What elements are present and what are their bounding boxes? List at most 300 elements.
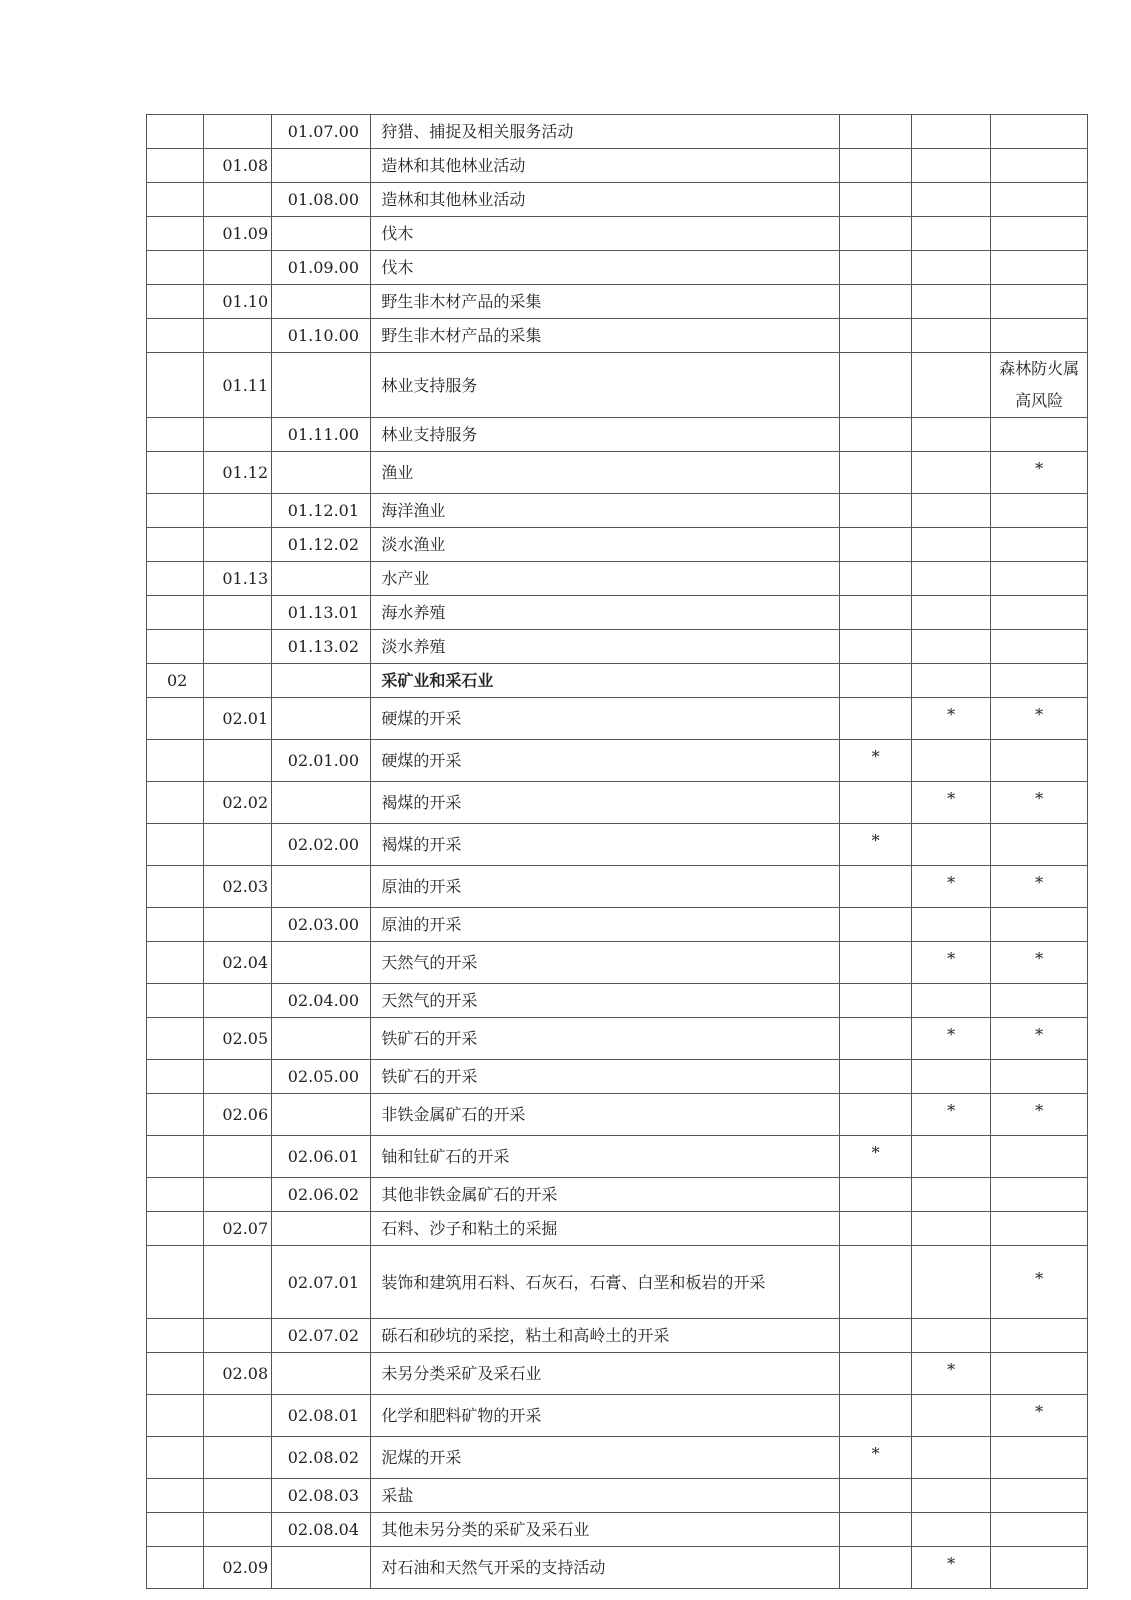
class-code-cell: 01.09.00 bbox=[271, 251, 371, 285]
mark-col-1-cell bbox=[840, 251, 911, 285]
description-cell: 海洋渔业 bbox=[371, 494, 840, 528]
description-cell: 石料、沙子和粘土的采掘 bbox=[371, 1212, 840, 1246]
section-code-cell bbox=[147, 1319, 204, 1353]
mark-col-1-cell bbox=[840, 528, 911, 562]
class-code-cell: 01.08.00 bbox=[271, 183, 371, 217]
mark-col-3-cell bbox=[991, 664, 1088, 698]
mark-col-2-cell: * bbox=[911, 782, 991, 824]
section-code-cell bbox=[147, 183, 204, 217]
section-code-cell bbox=[147, 1395, 204, 1437]
mark-col-1-cell bbox=[840, 1246, 911, 1319]
description-cell: 化学和肥料矿物的开采 bbox=[371, 1395, 840, 1437]
mark-col-3-cell bbox=[991, 528, 1088, 562]
class-code-cell: 02.01.00 bbox=[271, 740, 371, 782]
mark-col-1-cell bbox=[840, 908, 911, 942]
mark-col-2-cell: * bbox=[911, 1353, 991, 1395]
description-cell: 原油的开采 bbox=[371, 908, 840, 942]
class-code-cell: 01.13.02 bbox=[271, 630, 371, 664]
section-code-cell bbox=[147, 115, 204, 149]
class-code-cell bbox=[271, 1547, 371, 1589]
description-cell: 水产业 bbox=[371, 562, 840, 596]
table-row bbox=[147, 149, 1088, 183]
mark-col-3-cell bbox=[991, 418, 1088, 452]
mark-col-2-cell bbox=[911, 596, 991, 630]
division-code-cell bbox=[204, 1246, 271, 1319]
table-row bbox=[147, 596, 1088, 630]
section-code-cell bbox=[147, 494, 204, 528]
section-code-cell bbox=[147, 908, 204, 942]
description-cell: 硬煤的开采 bbox=[371, 698, 840, 740]
class-code-cell bbox=[271, 782, 371, 824]
table-row bbox=[147, 908, 1088, 942]
table-row bbox=[147, 1060, 1088, 1094]
section-code-cell: 02 bbox=[147, 664, 204, 698]
division-code-cell bbox=[204, 418, 271, 452]
description-cell: 褐煤的开采 bbox=[371, 782, 840, 824]
class-code-cell bbox=[271, 217, 371, 251]
description-cell: 铁矿石的开采 bbox=[371, 1060, 840, 1094]
section-code-cell bbox=[147, 596, 204, 630]
table-row bbox=[147, 1136, 1088, 1178]
section-code-cell bbox=[147, 528, 204, 562]
mark-col-1-cell bbox=[840, 1353, 911, 1395]
mark-col-1-cell bbox=[840, 866, 911, 908]
class-code-cell bbox=[271, 698, 371, 740]
table-row bbox=[147, 1246, 1088, 1319]
mark-col-1-cell bbox=[840, 782, 911, 824]
mark-col-3-cell bbox=[991, 285, 1088, 319]
table-row bbox=[147, 984, 1088, 1018]
class-code-cell: 02.07.02 bbox=[271, 1319, 371, 1353]
mark-col-3-cell: * bbox=[991, 1018, 1088, 1060]
mark-col-1-cell bbox=[840, 1479, 911, 1513]
mark-col-2-cell bbox=[911, 1060, 991, 1094]
description-cell: 天然气的开采 bbox=[371, 942, 840, 984]
mark-col-2-cell bbox=[911, 353, 991, 418]
description-cell: 非铁金属矿石的开采 bbox=[371, 1094, 840, 1136]
mark-col-1-cell: * bbox=[840, 1136, 911, 1178]
table-row bbox=[147, 740, 1088, 782]
description-cell: 对石油和天然气开采的支持活动 bbox=[371, 1547, 840, 1589]
mark-col-3-cell bbox=[991, 1060, 1088, 1094]
mark-col-1-cell bbox=[840, 664, 911, 698]
section-code-cell bbox=[147, 984, 204, 1018]
mark-col-2-cell bbox=[911, 630, 991, 664]
table-row bbox=[147, 1178, 1088, 1212]
description-cell: 其他未另分类的采矿及采石业 bbox=[371, 1513, 840, 1547]
division-code-cell bbox=[204, 1513, 271, 1547]
section-code-cell bbox=[147, 1060, 204, 1094]
class-code-cell: 02.02.00 bbox=[271, 824, 371, 866]
mark-col-3-cell bbox=[991, 1319, 1088, 1353]
class-code-cell bbox=[271, 1094, 371, 1136]
section-code-cell bbox=[147, 740, 204, 782]
mark-col-1-cell bbox=[840, 1513, 911, 1547]
mark-col-1-cell bbox=[840, 596, 911, 630]
division-code-cell bbox=[204, 1178, 271, 1212]
division-code-cell bbox=[204, 664, 271, 698]
mark-col-3-cell bbox=[991, 115, 1088, 149]
mark-col-3-cell bbox=[991, 1479, 1088, 1513]
description-cell: 造林和其他林业活动 bbox=[371, 149, 840, 183]
description-cell: 伐木 bbox=[371, 217, 840, 251]
section-code-cell bbox=[147, 319, 204, 353]
table-row bbox=[147, 664, 1088, 698]
mark-col-3-cell bbox=[991, 1212, 1088, 1246]
mark-col-3-cell bbox=[991, 494, 1088, 528]
class-code-cell: 01.12.01 bbox=[271, 494, 371, 528]
division-code-cell: 02.06 bbox=[204, 1094, 271, 1136]
division-code-cell bbox=[204, 1479, 271, 1513]
division-code-cell bbox=[204, 528, 271, 562]
class-code-cell: 02.03.00 bbox=[271, 908, 371, 942]
table-row bbox=[147, 1353, 1088, 1395]
table-body bbox=[147, 115, 1088, 1589]
table-row bbox=[147, 1547, 1088, 1589]
mark-col-1-cell bbox=[840, 1395, 911, 1437]
division-code-cell bbox=[204, 1136, 271, 1178]
description-cell: 野生非木材产品的采集 bbox=[371, 285, 840, 319]
mark-col-2-cell: * bbox=[911, 698, 991, 740]
mark-col-3-cell bbox=[991, 1136, 1088, 1178]
table-row bbox=[147, 562, 1088, 596]
class-code-cell bbox=[271, 1212, 371, 1246]
section-code-cell bbox=[147, 1547, 204, 1589]
section-code-cell bbox=[147, 782, 204, 824]
mark-col-3-cell bbox=[991, 1437, 1088, 1479]
division-code-cell: 02.07 bbox=[204, 1212, 271, 1246]
mark-col-3-cell bbox=[991, 984, 1088, 1018]
mark-col-3-cell bbox=[991, 1513, 1088, 1547]
class-code-cell: 02.05.00 bbox=[271, 1060, 371, 1094]
section-code-cell bbox=[147, 1437, 204, 1479]
mark-col-2-cell bbox=[911, 285, 991, 319]
mark-col-2-cell bbox=[911, 452, 991, 494]
class-code-cell bbox=[271, 452, 371, 494]
mark-col-2-cell bbox=[911, 251, 991, 285]
table-row bbox=[147, 824, 1088, 866]
mark-col-3-cell bbox=[991, 251, 1088, 285]
mark-col-2-cell bbox=[911, 494, 991, 528]
class-code-cell bbox=[271, 562, 371, 596]
class-code-cell: 02.08.02 bbox=[271, 1437, 371, 1479]
table-row bbox=[147, 217, 1088, 251]
mark-col-3-cell bbox=[991, 217, 1088, 251]
table-row bbox=[147, 528, 1088, 562]
description-cell: 海水养殖 bbox=[371, 596, 840, 630]
division-code-cell: 02.08 bbox=[204, 1353, 271, 1395]
table-row bbox=[147, 452, 1088, 494]
mark-col-2-cell bbox=[911, 183, 991, 217]
class-code-cell bbox=[271, 353, 371, 418]
mark-col-1-cell bbox=[840, 630, 911, 664]
mark-col-1-cell bbox=[840, 698, 911, 740]
mark-col-2-cell bbox=[911, 115, 991, 149]
class-code-cell bbox=[271, 866, 371, 908]
description-cell: 渔业 bbox=[371, 452, 840, 494]
division-code-cell bbox=[204, 1395, 271, 1437]
mark-col-2-cell bbox=[911, 319, 991, 353]
mark-col-1-cell bbox=[840, 452, 911, 494]
mark-col-3-cell: * bbox=[991, 782, 1088, 824]
table-row bbox=[147, 1437, 1088, 1479]
mark-col-1-cell bbox=[840, 1018, 911, 1060]
division-code-cell bbox=[204, 494, 271, 528]
division-code-cell: 01.11 bbox=[204, 353, 271, 418]
section-code-cell bbox=[147, 1513, 204, 1547]
mark-col-3-cell: * bbox=[991, 452, 1088, 494]
table-row bbox=[147, 1479, 1088, 1513]
mark-col-3-cell bbox=[991, 824, 1088, 866]
division-code-cell: 02.03 bbox=[204, 866, 271, 908]
section-code-cell bbox=[147, 1178, 204, 1212]
section-code-cell bbox=[147, 698, 204, 740]
mark-col-1-cell bbox=[840, 319, 911, 353]
mark-col-3-cell bbox=[991, 562, 1088, 596]
mark-col-2-cell: * bbox=[911, 942, 991, 984]
description-cell: 采矿业和采石业 bbox=[371, 664, 840, 698]
description-cell: 淡水养殖 bbox=[371, 630, 840, 664]
section-code-cell bbox=[147, 1136, 204, 1178]
description-cell: 泥煤的开采 bbox=[371, 1437, 840, 1479]
section-code-cell bbox=[147, 630, 204, 664]
description-cell: 装饰和建筑用石料、石灰石，石膏、白垩和板岩的开采 bbox=[371, 1246, 840, 1319]
division-code-cell bbox=[204, 183, 271, 217]
class-code-cell bbox=[271, 664, 371, 698]
section-code-cell bbox=[147, 562, 204, 596]
table-row bbox=[147, 1513, 1088, 1547]
section-code-cell bbox=[147, 353, 204, 418]
mark-col-3-cell bbox=[991, 1353, 1088, 1395]
mark-col-1-cell bbox=[840, 942, 911, 984]
mark-col-3-cell bbox=[991, 908, 1088, 942]
mark-col-2-cell bbox=[911, 1479, 991, 1513]
section-code-cell bbox=[147, 866, 204, 908]
table-row bbox=[147, 630, 1088, 664]
mark-col-2-cell: * bbox=[911, 1094, 991, 1136]
mark-col-1-cell bbox=[840, 1319, 911, 1353]
mark-col-1-cell bbox=[840, 115, 911, 149]
classification-table bbox=[146, 114, 1088, 1589]
class-code-cell bbox=[271, 1353, 371, 1395]
table-row bbox=[147, 942, 1088, 984]
mark-col-1-cell bbox=[840, 353, 911, 418]
section-code-cell bbox=[147, 1479, 204, 1513]
table-row bbox=[147, 353, 1088, 418]
mark-col-2-cell: * bbox=[911, 1018, 991, 1060]
division-code-cell: 02.04 bbox=[204, 942, 271, 984]
mark-col-2-cell bbox=[911, 1212, 991, 1246]
table-row bbox=[147, 418, 1088, 452]
mark-col-2-cell bbox=[911, 1246, 991, 1319]
division-code-cell bbox=[204, 596, 271, 630]
division-code-cell: 02.09 bbox=[204, 1547, 271, 1589]
section-code-cell bbox=[147, 1246, 204, 1319]
description-cell: 天然气的开采 bbox=[371, 984, 840, 1018]
class-code-cell: 02.06.01 bbox=[271, 1136, 371, 1178]
division-code-cell bbox=[204, 740, 271, 782]
description-cell: 硬煤的开采 bbox=[371, 740, 840, 782]
class-code-cell: 02.06.02 bbox=[271, 1178, 371, 1212]
mark-col-3-cell bbox=[991, 183, 1088, 217]
mark-col-2-cell bbox=[911, 1437, 991, 1479]
table-row bbox=[147, 115, 1088, 149]
mark-col-2-cell bbox=[911, 1513, 991, 1547]
mark-col-2-cell bbox=[911, 1178, 991, 1212]
class-code-cell bbox=[271, 285, 371, 319]
mark-col-2-cell bbox=[911, 908, 991, 942]
mark-col-3-cell bbox=[991, 596, 1088, 630]
mark-col-3-cell: * bbox=[991, 1246, 1088, 1319]
description-cell: 林业支持服务 bbox=[371, 353, 840, 418]
table-row bbox=[147, 494, 1088, 528]
class-code-cell: 02.04.00 bbox=[271, 984, 371, 1018]
description-cell: 淡水渔业 bbox=[371, 528, 840, 562]
mark-col-1-cell bbox=[840, 1178, 911, 1212]
section-code-cell bbox=[147, 452, 204, 494]
division-code-cell: 02.01 bbox=[204, 698, 271, 740]
description-cell: 造林和其他林业活动 bbox=[371, 183, 840, 217]
mark-col-3-cell: * bbox=[991, 1094, 1088, 1136]
table-row bbox=[147, 251, 1088, 285]
mark-col-2-cell bbox=[911, 217, 991, 251]
description-cell: 原油的开采 bbox=[371, 866, 840, 908]
mark-col-2-cell bbox=[911, 149, 991, 183]
section-code-cell bbox=[147, 285, 204, 319]
class-code-cell: 02.08.01 bbox=[271, 1395, 371, 1437]
table-row bbox=[147, 866, 1088, 908]
division-code-cell: 01.08 bbox=[204, 149, 271, 183]
description-cell: 未另分类采矿及采石业 bbox=[371, 1353, 840, 1395]
mark-col-2-cell bbox=[911, 1136, 991, 1178]
division-code-cell bbox=[204, 319, 271, 353]
section-code-cell bbox=[147, 149, 204, 183]
mark-col-3-cell: * bbox=[991, 1395, 1088, 1437]
division-code-cell bbox=[204, 115, 271, 149]
table-row bbox=[147, 782, 1088, 824]
mark-col-2-cell bbox=[911, 528, 991, 562]
section-code-cell bbox=[147, 824, 204, 866]
table-row bbox=[147, 1094, 1088, 1136]
class-code-cell: 02.07.01 bbox=[271, 1246, 371, 1319]
table-row bbox=[147, 1018, 1088, 1060]
mark-col-1-cell bbox=[840, 494, 911, 528]
description-cell: 铁矿石的开采 bbox=[371, 1018, 840, 1060]
mark-col-1-cell bbox=[840, 1212, 911, 1246]
class-code-cell: 02.08.04 bbox=[271, 1513, 371, 1547]
mark-col-3-cell bbox=[991, 149, 1088, 183]
mark-col-3-cell: * bbox=[991, 698, 1088, 740]
section-code-cell bbox=[147, 1094, 204, 1136]
description-cell: 砾石和砂坑的采挖，粘土和高岭土的开采 bbox=[371, 1319, 840, 1353]
mark-col-2-cell: * bbox=[911, 866, 991, 908]
mark-col-3-cell bbox=[991, 1178, 1088, 1212]
mark-col-2-cell bbox=[911, 740, 991, 782]
table-row bbox=[147, 319, 1088, 353]
mark-col-1-cell bbox=[840, 418, 911, 452]
description-cell: 伐木 bbox=[371, 251, 840, 285]
table-row bbox=[147, 1212, 1088, 1246]
description-cell: 其他非铁金属矿石的开采 bbox=[371, 1178, 840, 1212]
description-cell: 铀和钍矿石的开采 bbox=[371, 1136, 840, 1178]
division-code-cell: 01.09 bbox=[204, 217, 271, 251]
section-code-cell bbox=[147, 942, 204, 984]
description-cell: 野生非木材产品的采集 bbox=[371, 319, 840, 353]
division-code-cell bbox=[204, 1319, 271, 1353]
class-code-cell: 01.13.01 bbox=[271, 596, 371, 630]
division-code-cell: 01.13 bbox=[204, 562, 271, 596]
mark-col-2-cell: * bbox=[911, 1547, 991, 1589]
mark-col-2-cell bbox=[911, 664, 991, 698]
mark-col-2-cell bbox=[911, 984, 991, 1018]
mark-col-1-cell bbox=[840, 984, 911, 1018]
mark-col-2-cell bbox=[911, 418, 991, 452]
mark-col-3-cell bbox=[991, 1547, 1088, 1589]
mark-col-3-cell bbox=[991, 319, 1088, 353]
mark-col-2-cell bbox=[911, 1319, 991, 1353]
division-code-cell bbox=[204, 251, 271, 285]
division-code-cell: 02.05 bbox=[204, 1018, 271, 1060]
section-code-cell bbox=[147, 418, 204, 452]
mark-col-1-cell: * bbox=[840, 1437, 911, 1479]
section-code-cell bbox=[147, 1018, 204, 1060]
division-code-cell: 01.12 bbox=[204, 452, 271, 494]
mark-col-1-cell bbox=[840, 217, 911, 251]
mark-col-1-cell bbox=[840, 1094, 911, 1136]
mark-col-2-cell bbox=[911, 1395, 991, 1437]
mark-col-1-cell bbox=[840, 149, 911, 183]
class-code-cell: 01.10.00 bbox=[271, 319, 371, 353]
division-code-cell bbox=[204, 908, 271, 942]
mark-col-1-cell bbox=[840, 183, 911, 217]
mark-col-3-cell: 森林防火属高风险 bbox=[991, 353, 1088, 418]
table-row bbox=[147, 1319, 1088, 1353]
description-cell: 采盐 bbox=[371, 1479, 840, 1513]
class-code-cell bbox=[271, 1018, 371, 1060]
division-code-cell bbox=[204, 984, 271, 1018]
mark-col-1-cell: * bbox=[840, 740, 911, 782]
mark-col-2-cell bbox=[911, 562, 991, 596]
mark-col-3-cell bbox=[991, 740, 1088, 782]
description-cell: 林业支持服务 bbox=[371, 418, 840, 452]
mark-col-2-cell bbox=[911, 824, 991, 866]
table-row bbox=[147, 698, 1088, 740]
class-code-cell bbox=[271, 942, 371, 984]
division-code-cell bbox=[204, 630, 271, 664]
description-cell: 褐煤的开采 bbox=[371, 824, 840, 866]
table-row bbox=[147, 183, 1088, 217]
table-row bbox=[147, 1395, 1088, 1437]
mark-col-1-cell bbox=[840, 1060, 911, 1094]
division-code-cell bbox=[204, 824, 271, 866]
mark-col-3-cell: * bbox=[991, 866, 1088, 908]
section-code-cell bbox=[147, 1353, 204, 1395]
division-code-cell: 02.02 bbox=[204, 782, 271, 824]
class-code-cell bbox=[271, 149, 371, 183]
division-code-cell bbox=[204, 1060, 271, 1094]
division-code-cell: 01.10 bbox=[204, 285, 271, 319]
mark-col-1-cell bbox=[840, 285, 911, 319]
class-code-cell: 01.12.02 bbox=[271, 528, 371, 562]
description-cell: 狩猎、捕捉及相关服务活动 bbox=[371, 115, 840, 149]
mark-col-1-cell bbox=[840, 562, 911, 596]
class-code-cell: 01.11.00 bbox=[271, 418, 371, 452]
section-code-cell bbox=[147, 217, 204, 251]
class-code-cell: 02.08.03 bbox=[271, 1479, 371, 1513]
mark-col-3-cell: * bbox=[991, 942, 1088, 984]
mark-col-1-cell bbox=[840, 1547, 911, 1589]
class-code-cell: 01.07.00 bbox=[271, 115, 371, 149]
